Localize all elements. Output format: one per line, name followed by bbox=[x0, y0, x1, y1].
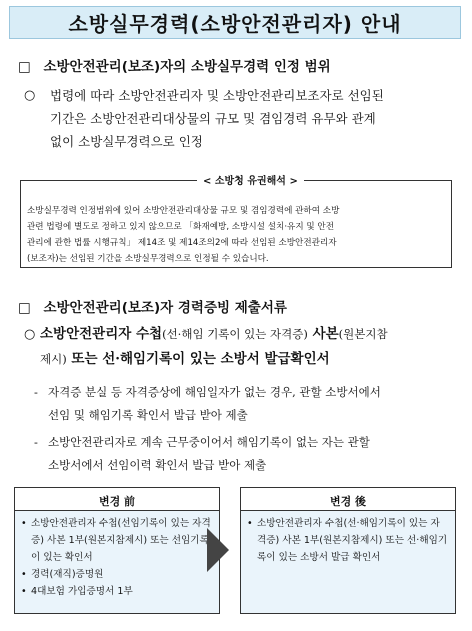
after-change-box bbox=[240, 487, 456, 614]
dash-line: 자격증 분실 등 자격증상에 해임일자가 없는 경우, 관할 소방서에서 bbox=[48, 385, 381, 399]
list-item: • 소방안전관리자 수첩(선임기록이 있는 자격증) 사본 1부(원본지참제시) 또는 선임기록이 있는 확인서 bbox=[21, 515, 213, 566]
page-title-banner bbox=[9, 6, 461, 39]
notice-line: (보조자)는 선임된 기간을 소방실무경력으로 인정될 수 있습니다. bbox=[27, 254, 269, 264]
section2-heading-row bbox=[18, 296, 287, 316]
dash-line: 선임 및 해임기록 확인서 발급 받아 제출 bbox=[48, 408, 248, 422]
interpretation-notice-box bbox=[20, 176, 452, 268]
original-note-end: 제시) bbox=[40, 352, 67, 366]
list-item: • 경력(재직)증명원 bbox=[21, 566, 213, 583]
list-item: • 4대보험 가입증명서 1부 bbox=[21, 583, 213, 600]
before-change-header: 변경 前 bbox=[98, 495, 136, 508]
list-item: • 소방안전관리자 수첩(선·해임기록이 있는 자격증) 사본 1부(원본지참제시) 또는 선·해임기록이 있는 소방서 발급 확인서 bbox=[247, 515, 449, 566]
dash-item bbox=[34, 381, 450, 427]
handbook-note: (선·해임 기록이 있는 자격증) bbox=[162, 327, 308, 341]
dash-item bbox=[34, 431, 450, 477]
section1-bullet-mark: ○ bbox=[24, 88, 36, 103]
certificate-text: 또는 선·해임기록이 있는 소방서 발급확인서 bbox=[66, 351, 330, 367]
copy-text: 사본 bbox=[307, 326, 339, 342]
notice-label: < 소방청 유권해석 > bbox=[197, 172, 304, 187]
section1-heading: 소방안전관리(보조)자의 소방실무경력 인정 범위 bbox=[43, 59, 331, 75]
dash-mark: - bbox=[34, 435, 38, 449]
notice-line: 관리에 관한 법률 시행규칙」 제14조 및 제14조의2에 따라 선임된 소방안전관리자 bbox=[27, 238, 337, 248]
after-change-header: 변경 後 bbox=[329, 495, 367, 508]
section1-heading-row bbox=[18, 55, 331, 75]
notice-text bbox=[27, 203, 445, 267]
section2-bullet-mark: ○ bbox=[24, 327, 36, 342]
page-title: 소방실무경력(소방안전관리자) 안내 bbox=[68, 12, 402, 36]
handbook-text: 소방안전관리자 수첩 bbox=[40, 326, 163, 342]
section1-line: 법령에 따라 소방안전관리자 및 소방안전관리보조자로 선임된 bbox=[50, 88, 384, 103]
notice-line: 관련 법령에 별도로 정하고 있지 않으므로 「화재예방, 소방시설 설치·유지 및 안전 bbox=[27, 222, 335, 232]
dash-mark: - bbox=[34, 385, 38, 399]
after-change-body bbox=[241, 510, 455, 613]
submission-documents-bullet bbox=[40, 322, 455, 372]
section2-heading: 소방안전관리(보조)자 경력증빙 제출서류 bbox=[43, 300, 287, 316]
section1-paragraph bbox=[50, 84, 462, 153]
section1-line: 기간은 소방안전관리대상물의 규모 및 겸임경력 유무와 관계 bbox=[50, 111, 376, 126]
dash-line: 소방안전관리자로 계속 근무중이어서 해임기록이 없는 자는 관할 bbox=[48, 435, 370, 449]
before-change-body bbox=[15, 510, 219, 613]
right-arrow-icon bbox=[207, 528, 229, 572]
before-change-box bbox=[14, 487, 220, 614]
notice-line: 소방실무경력 인정범위에 있어 소방안전관리대상물 규모 및 겸임경력에 관하여 소방 bbox=[27, 206, 340, 216]
section1-line: 없이 소방실무경력으로 인정 bbox=[50, 134, 203, 149]
section1-marker: □ bbox=[18, 59, 31, 75]
before-change-list bbox=[15, 511, 219, 600]
section2-marker: □ bbox=[18, 300, 31, 316]
after-change-list bbox=[241, 511, 455, 566]
dash-line: 소방서에서 선임이력 확인서 발급 받아 제출 bbox=[48, 458, 267, 472]
original-note: (원본지참 bbox=[338, 327, 388, 341]
